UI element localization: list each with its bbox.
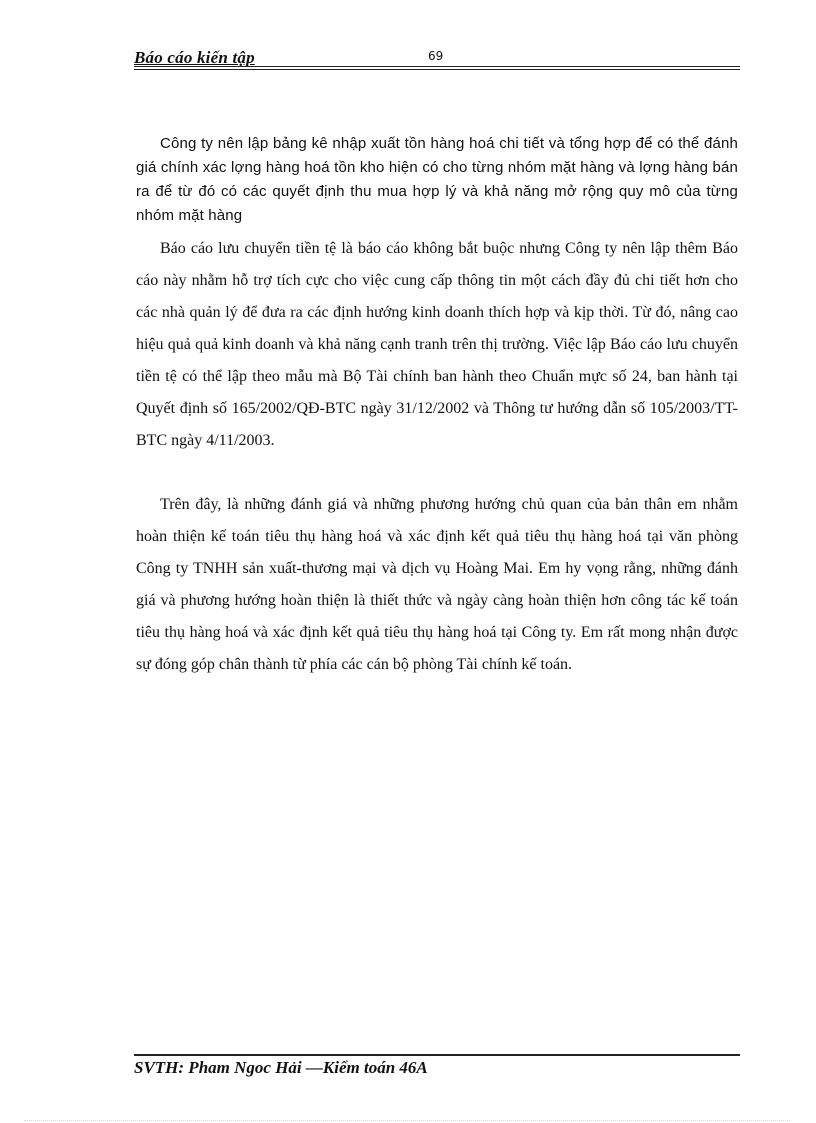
paragraph-inventory-report: Công ty nên lập bảng kê nhập xuất tồn hàng hoá chi tiết và tổng hợp để có thể đánh giá chính xác lợng hàng hoá tồn kho hiện có cho từng nhóm mặt hàng và lợng hàng bán ra để từ đó có các quyết định thu mua hợp lý và khả năng mở rộng quy mô của từng nhóm mặt hàng [136,135,738,224]
page-number: 69 [428,49,444,63]
footer-author: SVTH: Pham Ngoc Hải —Kiểm toán 46A [134,1058,428,1077]
footer-rule [134,1054,740,1056]
header-title: Báo cáo kiến tập [134,48,255,67]
page-bottom-border [24,1120,790,1121]
paragraph-cash-flow-report: Báo cáo lưu chuyển tiền tệ là báo cáo không bắt buộc nhưng Công ty nên lập thêm Báo cáo này nhằm hỗ trợ tích cực cho việc cung cấp thông tin một cách đầy đủ chi tiết hơn cho các nhà quản lý để đưa ra các định hướng kinh doanh thích hợp và kịp thời. Từ đó, nâng cao hiệu quả quả kinh doanh và khả năng cạnh tranh trên thị trường. Việc lập Báo cáo lưu chuyển tiền tệ có thể lập theo mẫu mà Bộ Tài chính ban hành theo Chuẩn mực số 24, ban hành tại Quyết định số 165/2002/QĐ-BTC ngày 31/12/2002 và Thông tư hướng dẫn số 105/2003/TT-BTC ngày 4/11/2003. [136,240,738,449]
header-rule [134,66,740,67]
header-rule-double [134,69,740,70]
paragraph-conclusion: Trên đây, là những đánh giá và những phương hướng chủ quan của bản thân em nhằm hoàn thiện kế toán tiêu thụ hàng hoá và xác định kết quả tiêu thụ hàng hoá tại văn phòng Công ty TNHH sản xuất-thương mại và dịch vụ Hoàng Mai. Em hy vọng rằng, những đánh giá và phương hướng hoàn thiện là thiết thức và ngày càng hoàn thiện hơn công tác kế toán tiêu thụ hàng hoá và xác định kết quả tiêu thụ hàng hoá tại Công ty. Em rất mong nhận được sự đóng góp chân thành từ phía các cán bộ phòng Tài chính kế toán. [136,496,738,673]
